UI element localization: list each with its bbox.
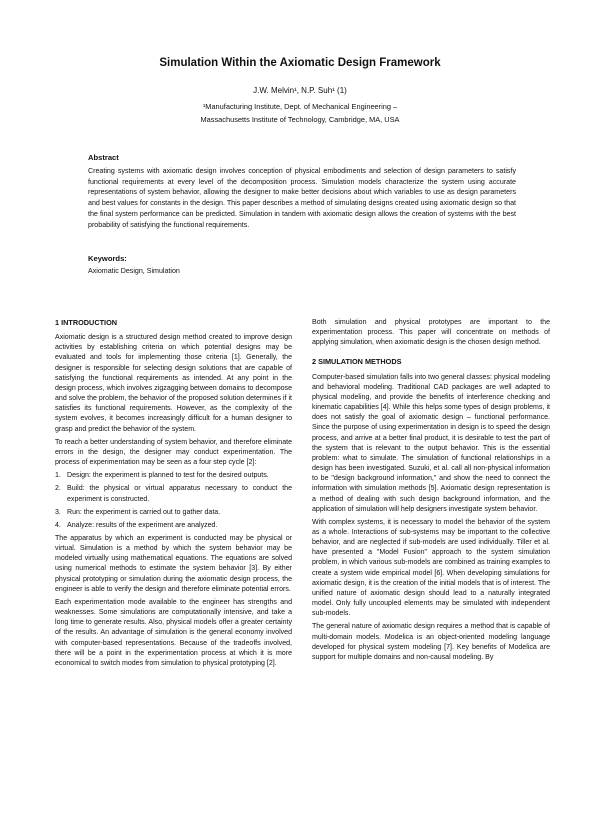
list-item: 3. Run: the experiment is carried out to gather data. — [55, 508, 221, 516]
intro-paragraph-5: Both simulation and physical prototypes are important to the experimentation process. This paper will concentrate on methods of applying simulation, when axiomatic design is the chosen design method. — [312, 319, 550, 347]
affiliation-line-2: Massachusetts Institute of Technology, Cambridge, MA, USA — [200, 115, 400, 124]
intro-paragraph-4: Each experimentation mode available to the engineer has strengths and weaknesses. Some simulations are computationally intensive, and take a long time to generate results. Also, physical models offer a greater certainty of the results. An advantage of simulation is the general economy involved with computer-based representations. Because of the tradeoffs involved, there will be a point in the experimentation process at which it is more economical to switch modes from simulation to physical prototyping [2]. — [55, 598, 292, 667]
section-heading-simulation-methods: 2 SIMULATION METHODS — [312, 357, 402, 367]
paper-title: Simulation Within the Axiomatic Design Framework — [159, 57, 441, 69]
intro-paragraph-3: The apparatus by which an experiment is conducted may be physical or virtual. Simulation is a method by which the system behavior may be modeled virtually using mathematical equations. The equations are solved using numerical methods to estimate the system behavior [3]. By either physical prototyping or simulation during the axiomatic design process, the engineer is able to verify the design and therefore eliminate potential errors. — [55, 534, 292, 593]
left-column — [55, 318, 292, 672]
paper-affiliation — [0, 100, 600, 126]
abstract-heading: Abstract — [88, 153, 119, 162]
intro-paragraph-1: Axiomatic design is a structured design method created to improve design activities by establishing criteria on which potential designs may be evaluated and tools for implementing those criteria [1]. Generally, the designer is responsible for selecting design solutions that are capable of satisfying the functional requirements as intended. At any point in the design process, which involves zigzagging between domains to decompose and solve the problem, the behavior of the proposed solution determines if it satisfies its functional requirements. However, as the complexity of the system evolves, it becomes increasingly difficult for a human designer to grasp and predict the behavior of the system. — [55, 334, 292, 433]
affiliation-line-1: ¹Manufacturing Institute, Dept. of Mechanical Engineering – — [202, 102, 398, 111]
methods-paragraph-1: Computer-based simulation falls into two general classes: physical modeling and behavioral modeling. Traditional CAD packages are well adapted to physical modeling, and provide the benefits of interference checking and kinematic capabilities [4]. While this helps some types of design problems, it does not satisfy the goal of axiomatic design – functional performance. Since the purpose of using experimentation in design is to speed the design process, and arrive at a better final product, it is desirable to test the part of the system that is relevant to the output behavior. This is the essential problem: what to simulate. The simulation of functional relationships in a design has been investigated. Suzuki, et al. call all non-physical information to be "design background information," and show the need to connect the information with simulation methods [5]. Axiomatic design representation is a method of dealing with such design background information, and the application of simulation will help designers investigate system behavior. — [312, 373, 550, 513]
abstract-text: Creating systems with axiomatic design involves conception of physical embodiments and selection of design parameters to satisfy functional requirements at every level of the decomposition process. Simulation models characterize the system using accurate representations of system behavior, allowing the designer to make better decisions about which variables to use as design parameters and best values for constants in the design. This paper describes a method of simulating designs created using axiomatic design so that the final system performance can be predicted. Simulation in tandem with axiomatic design allows the creation of systems with the best probability of satisfying the functional requirements. — [88, 167, 516, 229]
section-heading-introduction: 1 INTRODUCTION — [55, 318, 118, 327]
experiment-steps-list — [55, 471, 292, 531]
methods-paragraph-2: With complex systems, it is necessary to model the behavior of the system as a whole. Interactions of sub-systems may be important to the collective behavior, and are neglected if sub-models are used individually. Tiller et al. have presented a "Model Fusion" approach to the system simulation problem, in which various sub-models are combined as training examples to create a system wide empirical model [6]. When developing simulations for axiomatic design, it is the creation of the initial models that is of interest. The unified nature of axiomatic design should lead to a naturally integrated model. Only fully uncoupled elements may be simulated with independent sub-models. — [312, 518, 550, 618]
intro-paragraph-2: To reach a better understanding of system behavior, and therefore eliminate errors in the design, the designer may conduct experimentation. The process of experimentation may be seen as a four step cycle [2]: — [55, 438, 292, 467]
methods-paragraph-3: The general nature of axiomatic design requires a method that is capable of multi-domain models. Modelica is an object-oriented modeling language developed for physical system modeling [7]. Key benefits of Modelica are support for multiple domains and non-causal modeling. By — [312, 623, 550, 661]
paper-authors: J.W. Melvin¹, N.P. Suh¹ (1) — [253, 86, 347, 95]
list-item: 1. Design: the experiment is planned to test for the desired outputs. — [55, 472, 269, 480]
keywords-heading: Keywords: — [88, 254, 127, 263]
keywords-text: Axiomatic Design, Simulation — [88, 267, 180, 275]
list-item: 4. Analyze: results of the experiment are analyzed. — [55, 521, 218, 529]
list-item: 2. Build: the physical or virtual apparatus necessary to conduct the experiment is constructed. — [55, 485, 292, 503]
right-column — [312, 318, 550, 666]
